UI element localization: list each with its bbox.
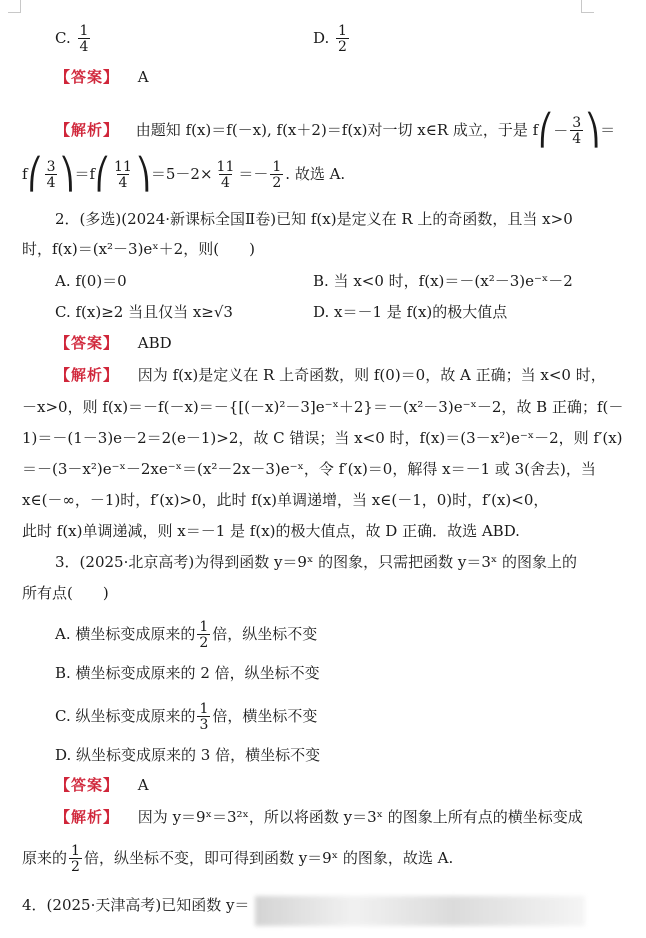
q1-answer: 【答案】 A bbox=[55, 68, 149, 86]
q2-stem-line-2: 时，f(x)＝(x²－3)eˣ＋2，则( ) bbox=[22, 240, 255, 258]
q3-option-a: A. 横坐标变成原来的 $\frac{1}{2}$ 倍，纵坐标不变 bbox=[55, 619, 318, 651]
q2-analysis-line-5: x∈(－∞，－1)时，f′(x)>0，此时 f(x)单调递增，当 x∈(－1，0)时，f′(x)<0， bbox=[22, 491, 549, 509]
q2-option-d: D. x＝－1 是 f(x)的极大值点 bbox=[313, 303, 508, 321]
q2-option-c: C. f(x)≥2 当且仅当 x≥√3 bbox=[55, 303, 233, 321]
q1-analysis-line-2: f ⎛ $\frac{3}{4}$ ⎞ ＝f ⎛ $\frac{11}{4}$ ⎞ ＝5－2× $\frac{11}{4}$ ＝－ $\frac{1}{2}$ . 故选 A. bbox=[22, 157, 346, 192]
analysis-tag: 【解析】 bbox=[55, 808, 120, 826]
analysis-tag: 【解析】 bbox=[55, 366, 120, 384]
q3-analysis-line-1: 【解析】 因为 y＝9ˣ＝3²ˣ，所以将函数 y＝3ˣ 的图象上所有点的横坐标变成 bbox=[55, 808, 583, 826]
q3-option-b: B. 横坐标变成原来的 2 倍，纵坐标不变 bbox=[55, 664, 320, 682]
q3-analysis-line-2: 原来的 $\frac{1}{2}$ 倍，纵坐标不变，即可得到函数 y＝9ˣ 的图象，故选 A. bbox=[22, 843, 454, 875]
analysis-tag: 【解析】 bbox=[55, 121, 120, 139]
blurred-overlay bbox=[255, 896, 585, 926]
crop-mark-top-left bbox=[8, 0, 21, 13]
q2-analysis-line-2: －x>0，则 f(x)＝－f(－x)＝－{[(－x)²－3]e⁻ˣ＋2}＝－(x²－3)e⁻ˣ－2，故 B 正确；f(－ bbox=[22, 398, 624, 416]
q3-option-c: C. 纵坐标变成原来的 $\frac{1}{3}$ 倍，横坐标不变 bbox=[55, 701, 318, 733]
q2-analysis-line-4: ＝－(3－x²)e⁻ˣ－2xe⁻ˣ＝(x²－2x－3)e⁻ˣ，令 f′(x)＝0，解得 x＝－1 或 3(舍去)，当 bbox=[22, 460, 596, 478]
fraction: $\frac{1}{4}$ bbox=[79, 23, 89, 55]
crop-mark-top-right bbox=[581, 0, 594, 13]
q2-option-b: B. 当 x<0 时，f(x)＝－(x²－3)e⁻ˣ－2 bbox=[313, 272, 573, 290]
q2-analysis-line-3: 1)＝－(1－3)e－2＝2(e－1)>2，故 C 错误；当 x<0 时，f(x)＝(3－x²)e⁻ˣ－2，则 f′(x) bbox=[22, 429, 623, 447]
q2-option-a: A. f(0)＝0 bbox=[55, 272, 127, 290]
q2-analysis-line-1: 【解析】 因为 f(x)是定义在 R 上奇函数，则 f(0)＝0，故 A 正确；当 x<0 时， bbox=[55, 366, 606, 384]
q2-analysis-line-6: 此时 f(x)单调递减，则 x＝－1 是 f(x)的极大值点，故 D 正确．故选 ABD. bbox=[22, 522, 520, 540]
q2-answer: 【答案】 ABD bbox=[55, 334, 172, 352]
q2-stem-line-1: 2．(多选)(2024·新课标全国Ⅱ卷)已知 f(x)是定义在 R 上的奇函数，且当 x>0 bbox=[55, 210, 573, 228]
option-c: C. $\frac{1}{4}$ bbox=[55, 23, 89, 55]
answer-tag: 【答案】 bbox=[55, 776, 120, 794]
q3-answer: 【答案】 A bbox=[55, 776, 149, 794]
option-d: D. $\frac{1}{2}$ bbox=[313, 23, 347, 55]
q3-stem-line-2: 所有点( ) bbox=[22, 584, 109, 602]
answer-tag: 【答案】 bbox=[55, 334, 120, 352]
fraction: $\frac{1}{2}$ bbox=[338, 23, 347, 55]
q3-option-d: D. 纵坐标变成原来的 3 倍，横坐标不变 bbox=[55, 746, 321, 764]
q3-stem-line-1: 3．(2025·北京高考)为得到函数 y＝9ˣ 的图象，只需把函数 y＝3ˣ 的图象上的 bbox=[55, 553, 578, 571]
answer-tag: 【答案】 bbox=[55, 68, 120, 86]
q4-stem: 4．(2025·天津高考)已知函数 y＝ bbox=[22, 896, 250, 914]
q1-analysis-line-1: 【解析】 由题知 f(x)＝f(－x), f(x＋2)＝f(x)对一切 x∈R 成立，于是 f ⎛ － $\frac{3}{4}$ ⎞ ＝ bbox=[55, 113, 616, 148]
